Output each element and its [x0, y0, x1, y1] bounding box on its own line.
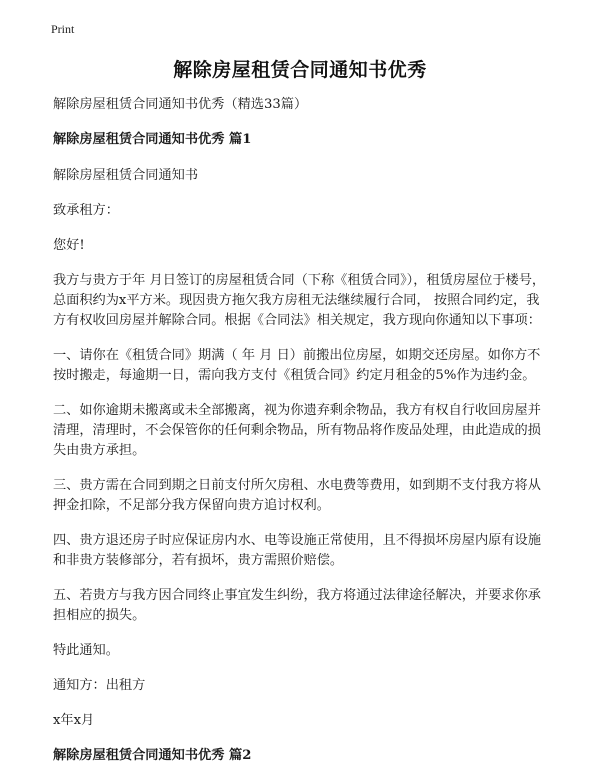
- clause-1: 一、请你在《租赁合同》期满（ 年 月 日）前搬出位房屋，如期交还房屋。如你方不按时搬走，每逾期一日，需向我方支付《租赁合同》约定月租金的5%作为违约金。: [53, 348, 541, 383]
- document-subtitle: 解除房屋租赁合同通知书优秀（精选33篇）: [53, 97, 308, 112]
- page-title: 解除房屋租赁合同通知书优秀: [173, 59, 427, 81]
- notifier: 通知方：出租方: [53, 678, 146, 693]
- closing: 特此通知。: [53, 643, 119, 658]
- clause-2: 二、如你逾期未搬离或未全部搬离，视为你遗弃剩余物品，我方有权自行收回房屋并清理，清理时，不会保管你的任何剩余物品，所有物品将作废品处理，由此造成的损失由贵方承担。: [53, 403, 541, 458]
- section-heading-1: 解除房屋租赁合同通知书优秀 篇1: [53, 132, 252, 147]
- date-line: x年x月: [53, 713, 95, 728]
- greeting: 您好!: [53, 238, 85, 253]
- notice-title: 解除房屋租赁合同通知书: [53, 168, 199, 183]
- clause-5: 五、若贵方与我方因合同终止事宜发生纠纷，我方将通过法律途径解决，并要求你承担相应的损失。: [53, 588, 541, 623]
- print-label[interactable]: Print: [51, 22, 75, 36]
- intro-paragraph: 我方与贵方于年 月日签订的房屋租赁合同（下称《租赁合同》），租赁房屋位于楼号，总面积约为x平方米。现因贵方拖欠我方房租无法继续履行合同， 按照合同约定，我方有权收回房屋并解除合同。根据《合同法》相关规定，我方现向你通知以下事项：: [53, 273, 546, 328]
- document-body: [53, 95, 549, 782]
- clause-3: 三、贵方需在合同到期之日前支付所欠房租、水电费等费用，如到期不支付我方将从押金扣除，不足部分我方保留向贵方追讨权利。: [53, 478, 541, 513]
- salutation: 致承租方：: [53, 203, 119, 218]
- section-heading-2: 解除房屋租赁合同通知书优秀 篇2: [53, 748, 252, 763]
- clause-4: 四、贵方退还房子时应保证房内水、电等设施正常使用，且不得损坏房屋内原有设施和非贵方装修部分，若有损坏，贵方需照价赔偿。: [53, 533, 541, 568]
